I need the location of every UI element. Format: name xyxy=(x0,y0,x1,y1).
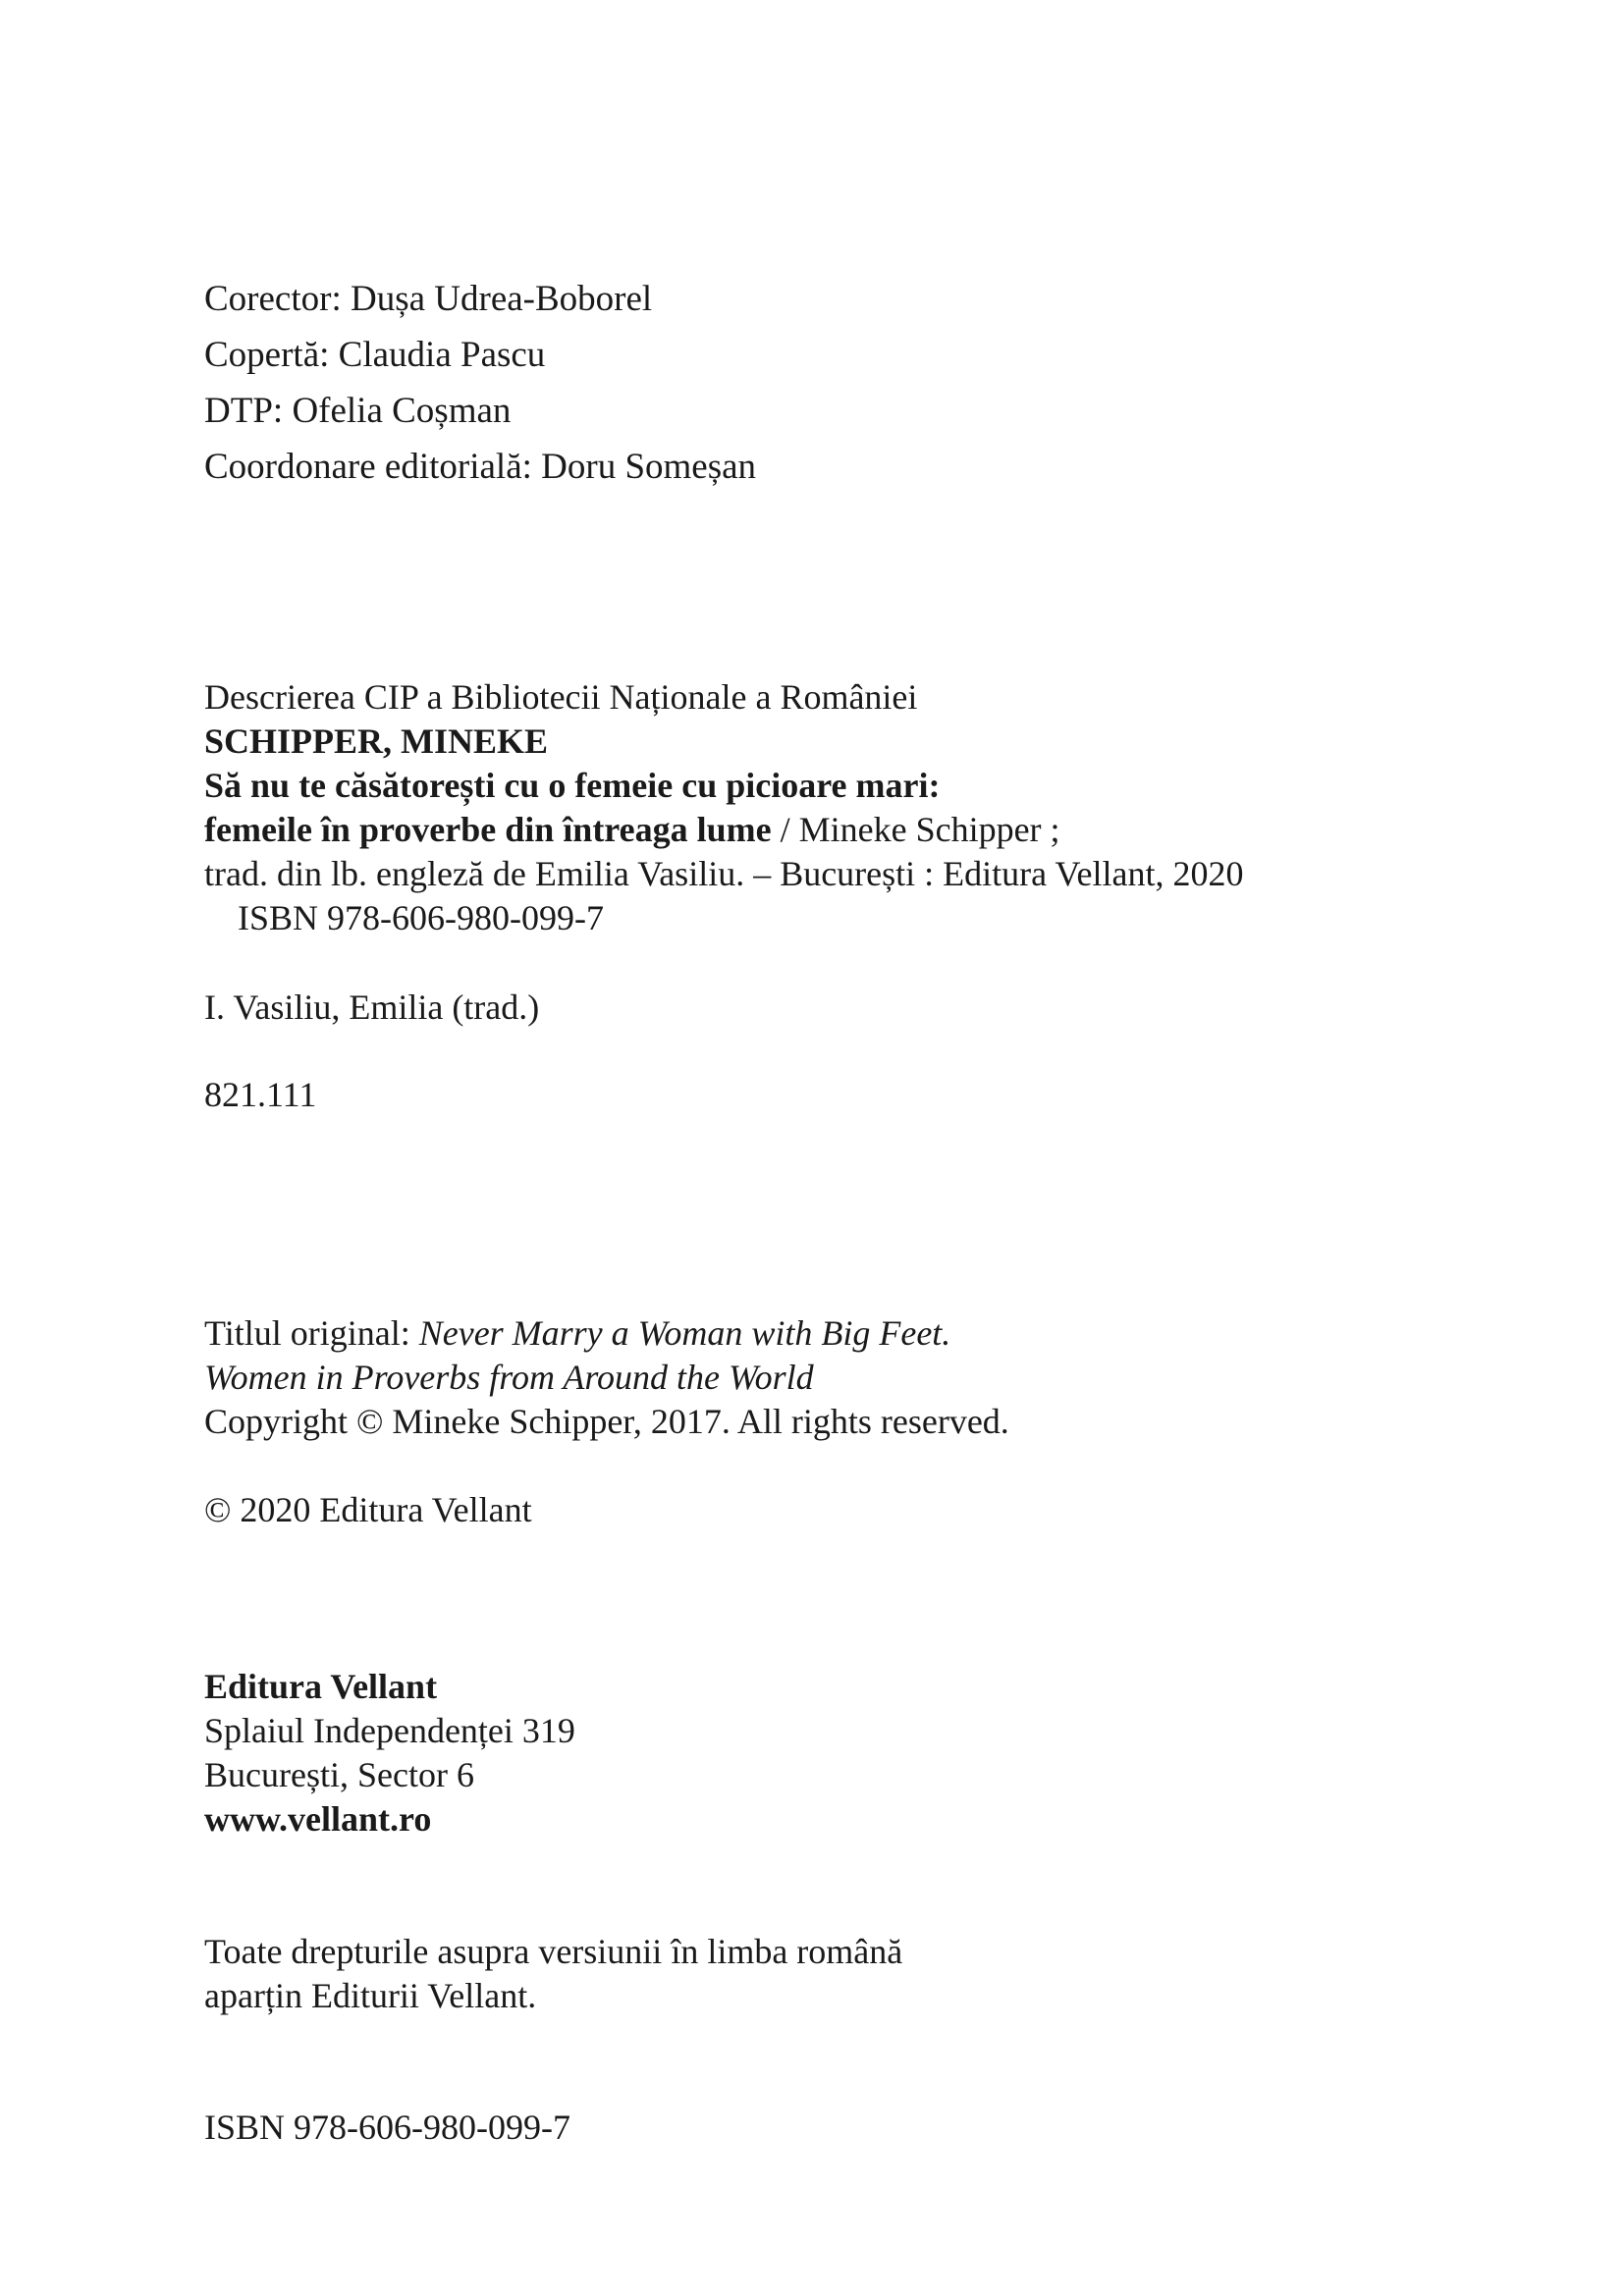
isbn-block xyxy=(204,2106,570,2150)
publisher-city: București, Sector 6 xyxy=(204,1755,474,1794)
rights-line2: aparțin Editurii Vellant. xyxy=(204,1976,537,2015)
original-title-line1 xyxy=(204,1311,1009,1356)
credit-name: Claudia Pascu xyxy=(338,335,546,375)
credit-label: DTP: xyxy=(204,391,284,431)
publisher-website-link[interactable]: www.vellant.ro xyxy=(204,1799,432,1839)
cip-title-line1: Să nu te căsătorești cu o femeie cu picioare mari: xyxy=(204,766,941,805)
credit-corector xyxy=(204,271,756,327)
rights-line1: Toate drepturile asupra versiunii în limba română xyxy=(204,1932,903,1971)
cip-entry-block xyxy=(204,986,539,1030)
credit-label: Copertă: xyxy=(204,335,330,375)
original-title-block xyxy=(204,1311,1009,1444)
cip-classification-block xyxy=(204,1073,316,1117)
cip-title-suffix: / Mineke Schipper ; xyxy=(771,810,1060,849)
edition-copyright-block xyxy=(204,1488,532,1532)
publisher-name: Editura Vellant xyxy=(204,1667,438,1706)
cip-translation: trad. din lb. engleză de Emilia Vasiliu. – București : Editura Vellant, 2020 xyxy=(204,854,1244,893)
original-title-label: Titlul original: xyxy=(204,1313,419,1353)
credit-dtp xyxy=(204,383,756,439)
cip-title-line2 xyxy=(204,808,1243,852)
edition-copyright: © 2020 Editura Vellant xyxy=(204,1490,532,1529)
credit-name: Dușa Udrea-Boborel xyxy=(350,279,653,319)
credit-label: Corector: xyxy=(204,279,342,319)
cip-title-bold: femeile în proverbe din întreaga lume xyxy=(204,810,772,849)
credit-name: Ofelia Coșman xyxy=(292,391,512,431)
publisher-street: Splaiul Independenței 319 xyxy=(204,1711,575,1750)
original-title-line2: Women in Proverbs from Around the World xyxy=(204,1358,814,1397)
credit-label: Coordonare editorială: xyxy=(204,447,532,487)
isbn: ISBN 978-606-980-099-7 xyxy=(204,2108,570,2147)
cip-isbn: ISBN 978-606-980-099-7 xyxy=(238,898,604,937)
rights-block xyxy=(204,1930,902,2018)
credits-block xyxy=(204,271,756,495)
original-copyright: Copyright © Mineke Schipper, 2017. All rights reserved. xyxy=(204,1402,1009,1441)
original-title: Never Marry a Woman with Big Feet. xyxy=(418,1313,951,1353)
credit-coordonare xyxy=(204,439,756,495)
credit-coperta xyxy=(204,327,756,383)
cip-author: SCHIPPER, MINEKE xyxy=(204,721,549,761)
cip-description xyxy=(204,675,1243,940)
cip-entry: I. Vasiliu, Emilia (trad.) xyxy=(204,988,540,1027)
credit-name: Doru Someșan xyxy=(541,447,757,487)
cip-classification: 821.111 xyxy=(204,1075,317,1114)
cip-heading: Descrierea CIP a Bibliotecii Naționale a României xyxy=(204,677,918,717)
publisher-block xyxy=(204,1665,575,1842)
